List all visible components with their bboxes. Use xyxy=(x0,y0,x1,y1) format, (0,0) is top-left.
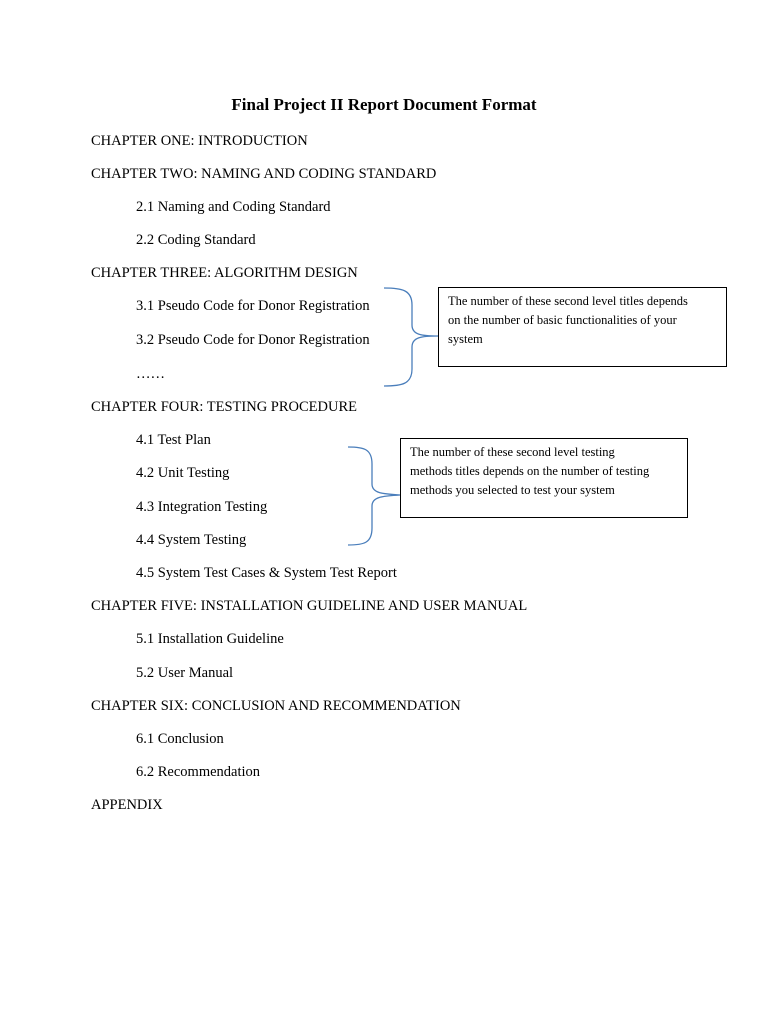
brace-chapter-three-path xyxy=(384,288,438,386)
chapter-two-heading: CHAPTER TWO: NAMING AND CODING STANDARD xyxy=(91,166,437,182)
algorithm-design-callout xyxy=(438,287,727,367)
section-6-2: 6.2 Recommendation xyxy=(136,764,261,780)
document-title: Final Project II Report Document Format xyxy=(231,95,537,114)
brace-chapter-four-path xyxy=(348,447,400,545)
section-3-2: 3.2 Pseudo Code for Donor Registration xyxy=(136,332,370,348)
brace-chapter-three xyxy=(380,285,440,389)
section-3-ellipsis: …… xyxy=(136,366,165,382)
chapter-one-heading: CHAPTER ONE: INTRODUCTION xyxy=(91,133,308,149)
algorithm-callout-line-2: on the number of basic functionalities of your xyxy=(448,313,677,327)
testing-callout-line-2: methods titles depends on the number of testing xyxy=(410,464,650,478)
section-5-1: 5.1 Installation Guideline xyxy=(136,631,284,647)
section-4-5: 4.5 System Test Cases & System Test Report xyxy=(136,565,397,581)
section-4-1: 4.1 Test Plan xyxy=(136,432,211,448)
algorithm-callout-line-1: The number of these second level titles depends xyxy=(448,294,688,308)
chapter-four-heading: CHAPTER FOUR: TESTING PROCEDURE xyxy=(91,399,357,415)
brace-chapter-four xyxy=(344,444,404,548)
testing-callout-line-1: The number of these second level testing xyxy=(410,445,615,459)
testing-callout-line-3: methods you selected to test your system xyxy=(410,483,615,497)
section-6-1: 6.1 Conclusion xyxy=(136,731,224,747)
chapter-five-heading: CHAPTER FIVE: INSTALLATION GUIDELINE AND USER MANUAL xyxy=(91,598,528,614)
appendix-heading: APPENDIX xyxy=(91,797,163,813)
chapter-three-heading: CHAPTER THREE: ALGORITHM DESIGN xyxy=(91,265,358,281)
section-4-4: 4.4 System Testing xyxy=(136,532,247,548)
section-5-2: 5.2 User Manual xyxy=(136,665,234,681)
section-3-1: 3.1 Pseudo Code for Donor Registration xyxy=(136,298,370,314)
section-4-3: 4.3 Integration Testing xyxy=(136,499,268,515)
chapter-six-heading: CHAPTER SIX: CONCLUSION AND RECOMMENDATION xyxy=(91,698,461,714)
section-2-2: 2.2 Coding Standard xyxy=(136,232,256,248)
section-2-1: 2.1 Naming and Coding Standard xyxy=(136,199,331,215)
testing-procedure-callout xyxy=(400,438,688,518)
section-4-2: 4.2 Unit Testing xyxy=(136,465,230,481)
algorithm-callout-line-3: system xyxy=(448,332,483,346)
